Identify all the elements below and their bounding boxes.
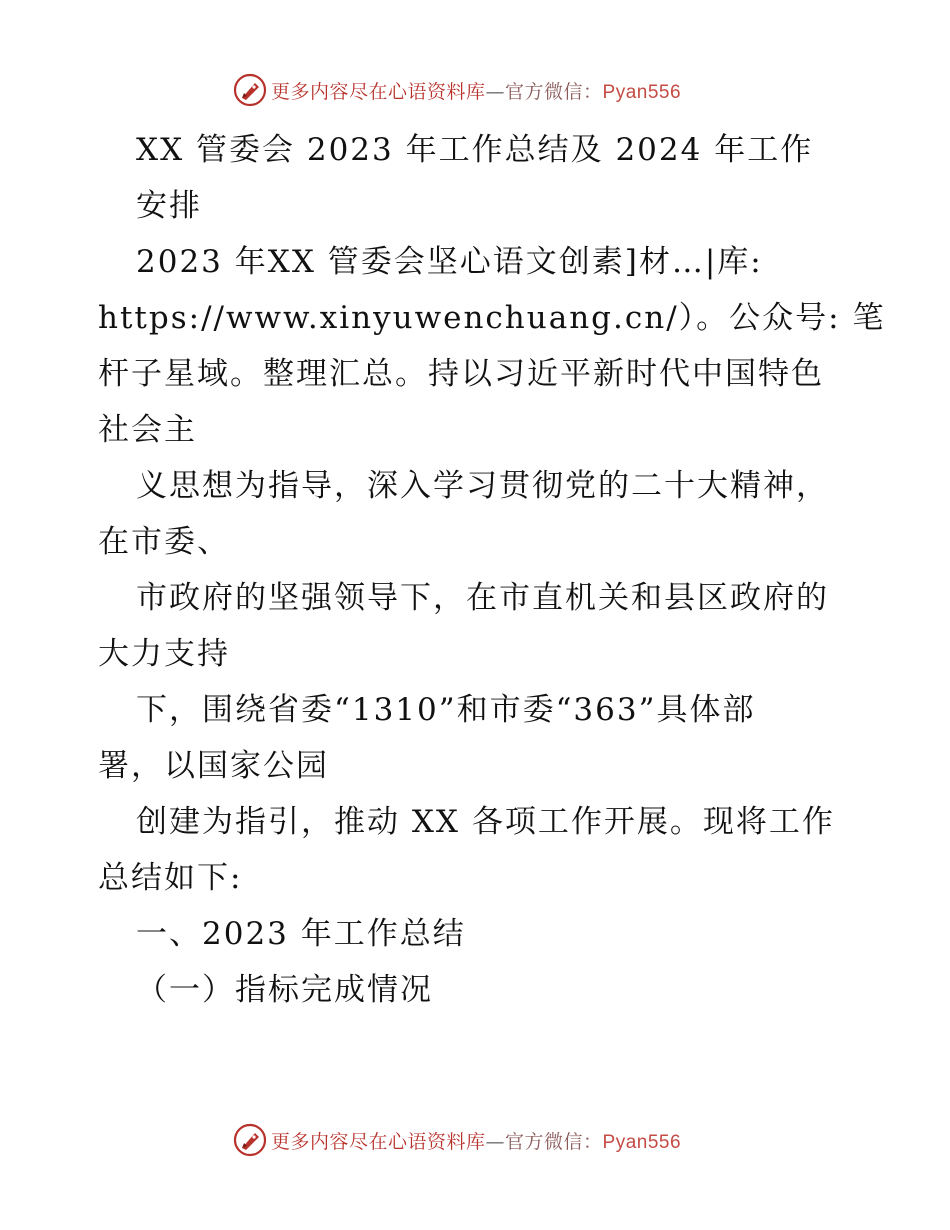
document-body <box>98 122 886 1018</box>
subsection-heading: （一）指标完成情况 <box>136 972 433 1008</box>
pen-nib-logo-icon <box>233 73 267 107</box>
paragraph-line: 创建为指引，推动 XX 各项工作开展。现将工作 <box>136 804 835 840</box>
banner-wechat-handle: Pyan556 <box>602 1131 682 1153</box>
banner-wechat-label: 官方微信： <box>505 80 603 103</box>
banner-wechat-handle: Pyan556 <box>602 81 682 103</box>
banner-dash: — <box>485 80 506 103</box>
pen-nib-logo-icon <box>233 1123 267 1157</box>
paragraph-line: 总结如下: <box>98 860 243 896</box>
paragraph-line: 杆子星域。整理汇总。持以习近平新时代中国特色 <box>98 356 824 392</box>
banner-wechat-label: 官方微信： <box>505 1130 603 1153</box>
paragraph-line: 义思想为指导，深入学习贯彻党的二十大精神， <box>136 468 829 504</box>
banner-dash: — <box>485 1130 506 1153</box>
banner-site-text: 更多内容尽在心语资料库 <box>271 80 486 103</box>
paragraph-line: 市政府的坚强领导下，在市直机关和县区政府的 <box>136 580 829 616</box>
paragraph-line: 在市委、 <box>98 524 230 560</box>
banner-site-text: 更多内容尽在心语资料库 <box>271 1130 486 1153</box>
paragraph-line: 社会主 <box>98 412 197 448</box>
banner-text <box>271 1127 681 1154</box>
banner-text <box>271 77 681 104</box>
paragraph-line: 大力支持 <box>98 636 230 672</box>
paragraph-line: 2023 年XX 管委会坚心语文创素]材…|库: <box>136 244 763 280</box>
paragraph-line: 下，围绕省委“1310”和市委“363”具体部 <box>136 692 756 728</box>
section-heading: 一、2023 年工作总结 <box>136 916 466 952</box>
paragraph-line: https://www.xinyuwenchuang.cn/）。公众号: 笔 <box>98 300 886 336</box>
footer-banner <box>233 1122 753 1158</box>
document-title-line: XX 管委会 2023 年工作总结及 2024 年工作 <box>136 132 814 168</box>
paragraph-line: 署，以国家公园 <box>98 748 329 784</box>
header-banner <box>233 72 753 108</box>
document-title-line: 安排 <box>136 188 202 224</box>
